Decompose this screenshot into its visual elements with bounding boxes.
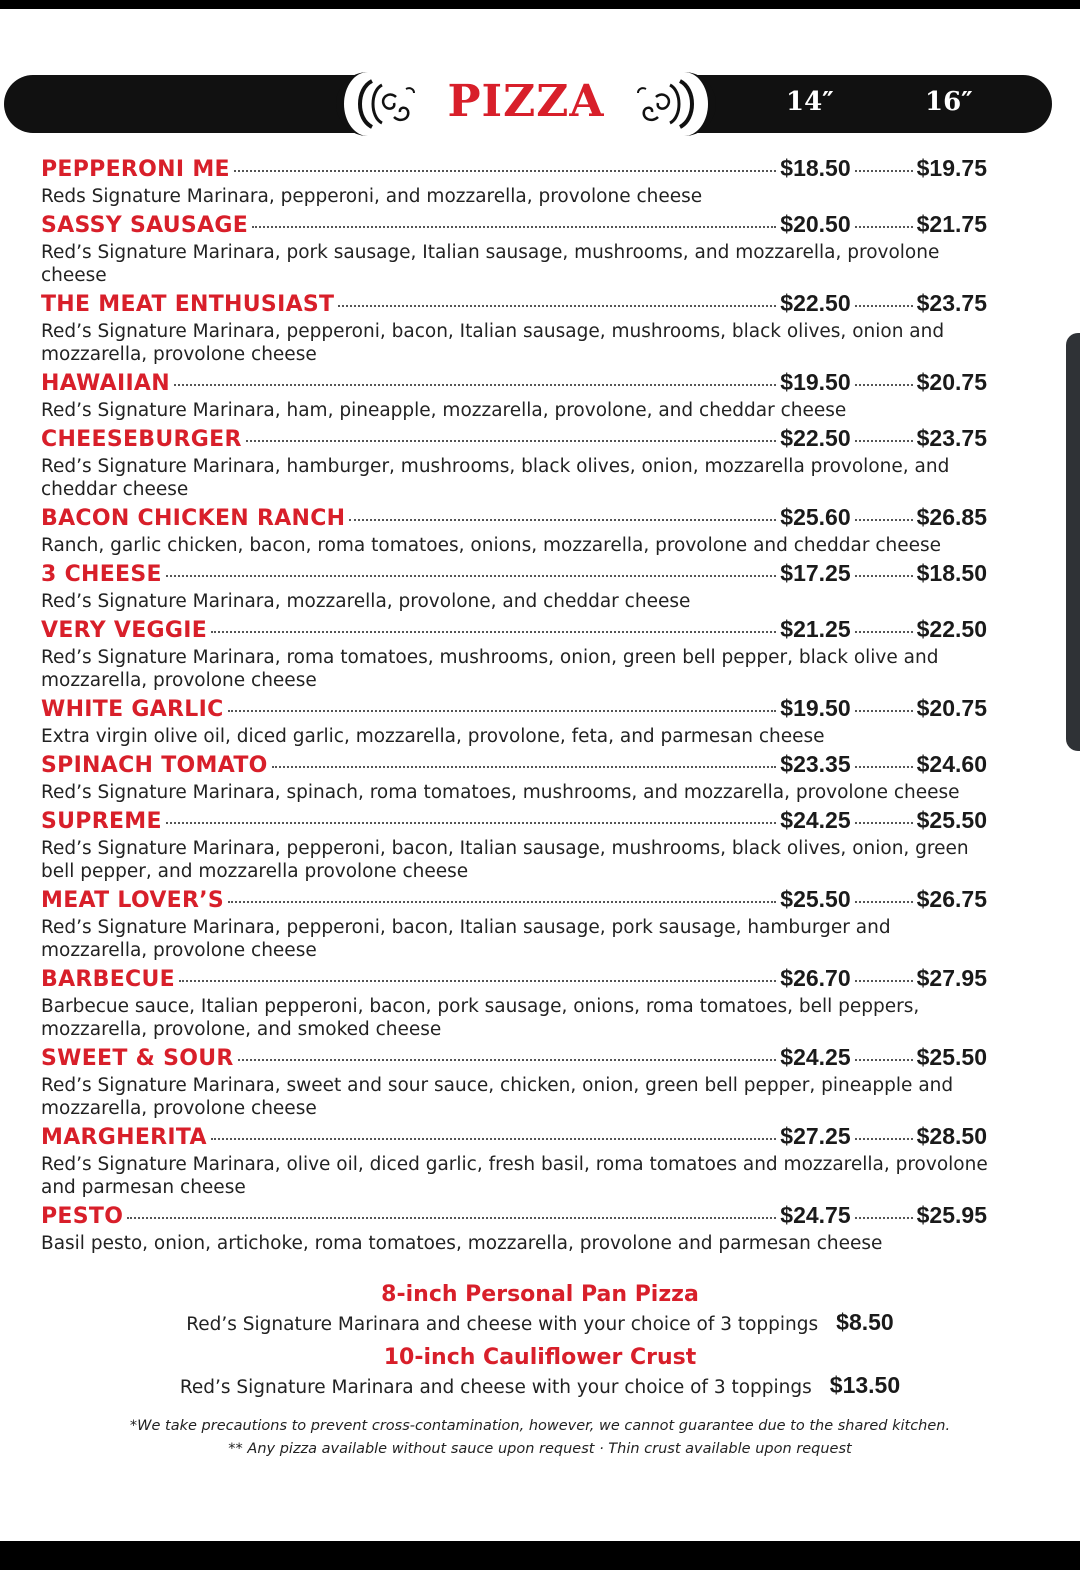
leader-dots <box>855 1138 913 1140</box>
menu-item-row <box>41 369 987 399</box>
menu-item-description: Red’s Signature Marinara, pepperoni, bacon, Italian sausage, mushrooms, black olives, onion, green bell pepper, and mozzarella provolone cheese <box>41 838 969 882</box>
menu-item <box>41 155 987 208</box>
menu-item-description: Reds Signature Marinara, pepperoni, and mozzarella, provolone cheese <box>41 186 703 207</box>
menu-item-row <box>41 965 987 995</box>
leader-dots <box>246 440 777 442</box>
side-panel-handle[interactable] <box>1066 333 1080 751</box>
leader-dots <box>855 305 913 307</box>
leader-dots <box>855 901 913 903</box>
menu-item-description: Red’s Signature Marinara, pepperoni, bacon, Italian sausage, pork sausage, hamburger and mozzarella, provolone cheese <box>41 917 891 961</box>
cauliflower-crust-section <box>0 1345 1080 1399</box>
title-plate <box>336 72 716 136</box>
menu-item-description: Red’s Signature Marinara, hamburger, mushrooms, black olives, onion, mozzarella provolone, and cheddar cheese <box>41 456 950 500</box>
size-16-header: 16″ <box>925 87 973 117</box>
price-14-inch: $24.25 <box>780 1044 851 1070</box>
menu-item-row <box>41 616 987 646</box>
leader-dots <box>338 305 776 307</box>
price-16-inch: $20.75 <box>916 369 987 395</box>
price-14-inch: $22.50 <box>780 425 851 451</box>
price-16-inch: $23.75 <box>916 290 987 316</box>
leader-dots <box>228 710 777 712</box>
leader-dots <box>855 170 913 172</box>
price-14-inch: $24.75 <box>780 1202 851 1228</box>
menu-item <box>41 695 987 748</box>
leader-dots <box>174 384 776 386</box>
menu-item-name: SPINACH TOMATO <box>41 753 268 778</box>
extra-title: 10-inch Cauliflower Crust <box>383 1345 697 1370</box>
menu-item <box>41 965 987 1041</box>
menu-item-description: Red’s Signature Marinara, olive oil, diced garlic, fresh basil, roma tomatoes and mozzarella, provolone and parmesan cheese <box>41 1154 988 1198</box>
extra-price: $8.50 <box>836 1309 894 1335</box>
menu-item <box>41 807 987 883</box>
menu-item-description: Red’s Signature Marinara, spinach, roma tomatoes, mushrooms, and mozzarella, provolone cheese <box>41 782 960 803</box>
price-14-inch: $25.50 <box>780 886 851 912</box>
menu-item-row <box>41 1044 987 1074</box>
price-16-inch: $26.85 <box>916 504 987 530</box>
price-16-inch: $22.50 <box>916 616 987 642</box>
menu-item-name: VERY VEGGIE <box>41 618 208 643</box>
extra-description: Red’s Signature Marinara and cheese with your choice of 3 toppings <box>186 1314 819 1335</box>
menu-item <box>41 1044 987 1120</box>
menu-item-name: SASSY SAUSAGE <box>41 213 249 238</box>
menu-item <box>41 369 987 422</box>
menu-item-description: Extra virgin olive oil, diced garlic, mozzarella, provolone, feta, and parmesan cheese <box>41 726 825 747</box>
price-16-inch: $25.95 <box>916 1202 987 1228</box>
menu-item <box>41 504 987 557</box>
menu-item-name: HAWAIIAN <box>41 371 170 396</box>
price-14-inch: $18.50 <box>780 155 851 181</box>
price-16-inch: $21.75 <box>916 211 987 237</box>
menu-item <box>41 211 987 287</box>
menu-item-name: CHEESEBURGER <box>41 427 242 452</box>
price-14-inch: $26.70 <box>780 965 851 991</box>
price-14-inch: $23.35 <box>780 751 851 777</box>
top-status-bar <box>0 0 1080 9</box>
leader-dots <box>211 631 776 633</box>
menu-item-description: Red’s Signature Marinara, mozzarella, provolone, and cheddar cheese <box>41 591 691 612</box>
menu-item-row <box>41 886 987 916</box>
menu-item-row <box>41 1202 987 1232</box>
price-14-inch: $19.50 <box>780 369 851 395</box>
price-16-inch: $27.95 <box>916 965 987 991</box>
price-16-inch: $26.75 <box>916 886 987 912</box>
leader-dots <box>855 766 913 768</box>
menu-item-description: Red’s Signature Marinara, pepperoni, bacon, Italian sausage, mushrooms, black olives, onion and mozzarella, provolone cheese <box>41 321 945 365</box>
leader-dots <box>179 980 776 982</box>
leader-dots <box>855 980 913 982</box>
leader-dots <box>855 631 913 633</box>
leader-dots <box>272 766 777 768</box>
price-16-inch: $18.50 <box>916 560 987 586</box>
leader-dots <box>228 901 776 903</box>
leader-dots <box>127 1217 776 1219</box>
leader-dots <box>855 384 913 386</box>
price-14-inch: $17.25 <box>780 560 851 586</box>
menu-item-description: Red’s Signature Marinara, ham, pineapple, mozzarella, provolone, and cheddar cheese <box>41 400 847 421</box>
price-14-inch: $24.25 <box>780 807 851 833</box>
menu-item-description: Ranch, garlic chicken, bacon, roma tomatoes, onions, mozzarella, provolone and cheddar cheese <box>41 535 942 556</box>
options-note: ** Any pizza available without sauce upon request · Thin crust available upon request <box>228 1441 852 1457</box>
price-16-inch: $28.50 <box>916 1123 987 1149</box>
menu-item-name: THE MEAT ENTHUSIAST <box>41 292 335 317</box>
pizza-menu-list <box>41 155 987 1258</box>
leader-dots <box>855 519 913 521</box>
right-swirl-ornament-icon <box>628 75 700 133</box>
leader-dots <box>349 519 776 521</box>
menu-item <box>41 1123 987 1199</box>
menu-item-name: MARGHERITA <box>41 1125 207 1150</box>
price-14-inch: $19.50 <box>780 695 851 721</box>
menu-item-description: Red’s Signature Marinara, roma tomatoes, mushrooms, onion, green bell pepper, black olive and mozzarella, provolone cheese <box>41 647 939 691</box>
menu-item <box>41 616 987 692</box>
menu-item-row <box>41 1123 987 1153</box>
leader-dots <box>855 1059 913 1061</box>
menu-item-name: PESTO <box>41 1204 124 1229</box>
leader-dots <box>855 822 913 824</box>
menu-item-name: SUPREME <box>41 809 162 834</box>
menu-item <box>41 290 987 366</box>
menu-item-description: Red’s Signature Marinara, sweet and sour sauce, chicken, onion, green bell pepper, pineapple and mozzarella, provolone cheese <box>41 1075 954 1119</box>
leader-dots <box>211 1138 776 1140</box>
leader-dots <box>855 710 913 712</box>
extra-price: $13.50 <box>829 1372 901 1398</box>
menu-item-row <box>41 155 987 185</box>
extra-title: 8-inch Personal Pan Pizza <box>381 1282 699 1307</box>
price-16-inch: $19.75 <box>916 155 987 181</box>
menu-item-name: PEPPERONI ME <box>41 157 230 182</box>
leader-dots <box>166 575 776 577</box>
menu-item-name: 3 CHEESE <box>41 562 162 587</box>
menu-item-name: BARBECUE <box>41 967 175 992</box>
menu-item-name: MEAT LOVER’S <box>41 888 225 913</box>
leader-dots <box>166 822 776 824</box>
leader-dots <box>238 1059 777 1061</box>
menu-item-description: Basil pesto, onion, artichoke, roma tomatoes, mozzarella, provolone and parmesan cheese <box>41 1233 883 1254</box>
menu-item-description: Red’s Signature Marinara, pork sausage, Italian sausage, mushrooms, and mozzarella, provolone cheese <box>41 242 940 286</box>
menu-item <box>41 886 987 962</box>
menu-item <box>41 751 987 804</box>
menu-item-name: WHITE GARLIC <box>41 697 224 722</box>
menu-item-name: BACON CHICKEN RANCH <box>41 506 346 531</box>
price-14-inch: $22.50 <box>780 290 851 316</box>
price-16-inch: $24.60 <box>916 751 987 777</box>
leader-dots <box>855 1217 913 1219</box>
menu-item-row <box>41 290 987 320</box>
menu-item <box>41 1202 987 1255</box>
leader-dots <box>234 170 776 172</box>
bottom-navigation-bar <box>0 1541 1080 1570</box>
menu-item-row <box>41 807 987 837</box>
leader-dots <box>855 575 913 577</box>
menu-item-row <box>41 504 987 534</box>
section-title: PIZZA <box>447 76 605 127</box>
menu-item-row <box>41 560 987 590</box>
menu-item-row <box>41 751 987 781</box>
leader-dots <box>855 440 913 442</box>
menu-item-row <box>41 211 987 241</box>
price-14-inch: $20.50 <box>780 211 851 237</box>
allergen-note: *We take precautions to prevent cross-contamination, however, we cannot guarantee due to the shared kitchen. <box>129 1418 951 1434</box>
extra-description: Red’s Signature Marinara and cheese with your choice of 3 toppings <box>179 1377 812 1398</box>
price-16-inch: $25.50 <box>916 807 987 833</box>
leader-dots <box>855 226 913 228</box>
menu-item-name: SWEET & SOUR <box>41 1046 234 1071</box>
menu-item <box>41 425 987 501</box>
personal-pan-section <box>0 1282 1080 1336</box>
menu-item-row <box>41 425 987 455</box>
price-16-inch: $25.50 <box>916 1044 987 1070</box>
size-14-header: 14″ <box>786 87 834 117</box>
left-swirl-ornament-icon <box>352 75 424 133</box>
price-16-inch: $20.75 <box>916 695 987 721</box>
price-14-inch: $27.25 <box>780 1123 851 1149</box>
leader-dots <box>252 226 776 228</box>
price-16-inch: $23.75 <box>916 425 987 451</box>
price-14-inch: $25.60 <box>780 504 851 530</box>
menu-item <box>41 560 987 613</box>
menu-item-row <box>41 695 987 725</box>
price-14-inch: $21.25 <box>780 616 851 642</box>
menu-item-description: Barbecue sauce, Italian pepperoni, bacon, pork sausage, onions, roma tomatoes, bell peppers, mozzarella, provolone, and smoked cheese <box>41 996 920 1040</box>
